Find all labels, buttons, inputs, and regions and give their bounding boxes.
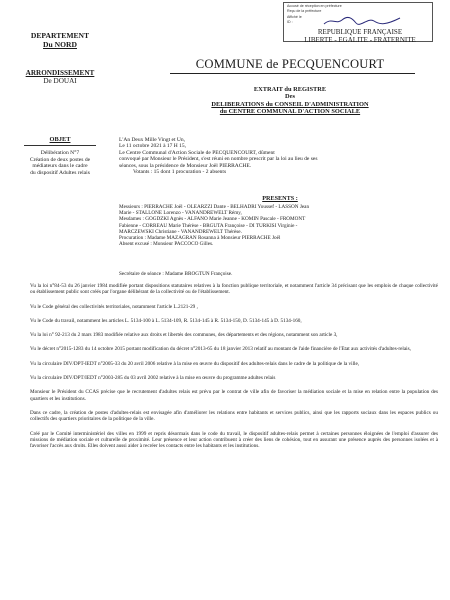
- administrative-header: [14, 32, 106, 85]
- body-paragraph: Vu le Code général des collectivités territoriales, notamment l'article L.2121-29 ,: [30, 303, 198, 310]
- body-paragraph: Créé par le Comité interministériel des villes en 1999 et repris désormais dans le code du travail, le dispositif adultes-relais permet à certaines personnes éloignées de l'emploi d'assurer des missions de médiation sociale et culturelle de proximité. Leur présence et leur action contribuent à créer des liens de cohésion, tout en assurant une présence auprès des personnes isolées et à favoriser l'accès aux droits. Elles doivent aussi aider à recréer les contacts entre les habitants et les institutions.: [30, 430, 438, 450]
- department-label: DEPARTEMENT: [30, 31, 90, 40]
- subject-divider: [24, 145, 96, 146]
- attendee-line: MARCZEWSKI Christiane - VANANDREWELT Thérèse.: [119, 228, 242, 235]
- body-paragraph: Vu la loi n°84-53 du 26 janvier 1984 modifiée portant dispositions statutaires relatives à la fonction publique territoriale, et notamment l'article 34 précisant que les emplois de chaque collectivité ou établissement public sont créés par l'organe délibérant de la collectivité ou de l'établissement.: [30, 283, 438, 296]
- stamp-line: Affiché le: [287, 14, 302, 19]
- stamp-line: ID :: [287, 20, 293, 25]
- subject-line: Délibération N°7: [40, 150, 80, 156]
- attendee-line: Marie - STALLONE Lorenzo - VANANDREWELT Rémy,: [119, 210, 242, 217]
- attendees-list: [119, 204, 444, 247]
- session-line: Le Centre Communal d'Action Sociale de PECQUENCOURT, dûment: [119, 149, 275, 156]
- body-paragraph: Dans ce cadre, la création de postes d'adultes-relais est envisagée afin d'améliorer les relations entre habitants et services publics, ainsi que les rapports sociaux dans les espaces publics ou collectifs des quartiers prioritaires de la politique de la ville.: [30, 409, 438, 423]
- votes-line: Votants : 15 dont 1 procuration - 2 absents: [133, 169, 227, 176]
- extract-line: EXTRAIT du REGISTRE: [253, 86, 327, 93]
- body-paragraph: Vu la circulaire DIV/DPT/IEDT n°2003-285 du 03 avril 2002 relative à la mise en œuvre du programme adultes relais: [30, 375, 276, 382]
- commune-title: COMMUNE de PECQUENCOURT: [195, 57, 385, 71]
- subject-line: médiateurs dans le cadre: [32, 163, 88, 170]
- extract-heading: [160, 86, 420, 116]
- handwritten-signature: [322, 15, 402, 27]
- subject-text: [14, 150, 106, 176]
- attendee-line: Fabienne - CORREAU Marie Thérèse - BRGUTA Françoise - DI TURKISI Virginie -: [119, 222, 298, 229]
- stamp-line: Reçu de la préfecture: [287, 9, 322, 14]
- session-details: [119, 137, 444, 175]
- session-line: L'An Deux Mille Vingt et Un,: [119, 137, 185, 143]
- extract-line: DELIBERATIONS du CONSEIL D'ADMINISTRATION: [211, 100, 369, 108]
- subject-line: du dispositif Adultes relais: [30, 169, 90, 176]
- arrondissement-name: De DOUAI: [43, 77, 77, 85]
- title-divider: [170, 73, 415, 74]
- stamp-line: Accusé de réception en préfecture: [287, 4, 342, 8]
- republic-header: [290, 29, 430, 44]
- republic-motto: LIBERTE - EGALITE - FRATERNITE: [304, 35, 416, 44]
- body-paragraph: Monsieur le Président du CCAS précise que le recrutement d'adultes relais est prévu par le contrat de ville afin de favoriser la médiation sociale et la mise en relation entre la population des quartiers et les institutions.: [30, 389, 438, 402]
- republic-title: REPUBLIQUE FRANÇAISE: [317, 28, 403, 36]
- session-line: séances, sous la présidence de Monsieur Joël PIERRACHE.: [119, 162, 252, 169]
- body-paragraph: Vu la circulaire DIV/DPT-IEDT n°2005-33 du 20 avril 2006 relative à la mise en œuvre du dispositif des adultes-relais dans le cadre de la politique de la ville,: [30, 360, 360, 367]
- attendee-line: Absent excusé : Monsieur PACCOCO Gilles.: [119, 241, 214, 248]
- attendee-line: Mesdames : GOGDZKI Agnès - ALFANO Marie Jeanne - KOMIN Pascale - FROMONT: [119, 216, 306, 223]
- attendee-line: Procuration : Madame MAZAGRAN Rosanna à Monsieur PIERRACHE Joël: [119, 235, 281, 242]
- extract-line: du CENTRE COMMUNAL D'ACTION SOCIALE: [219, 108, 361, 116]
- subject-title: OBJET: [49, 136, 71, 143]
- arrondissement-label: ARRONDISSEMENT: [25, 69, 95, 77]
- attendee-line: Messieurs : PIERRACHE Joël - OLEARZZI Dante - BELHADRI Youssef - LASSON Jean: [119, 204, 310, 210]
- subject-line: Création de deux postes de: [29, 156, 91, 163]
- body-paragraph: Vu le Code du travail, notamment les articles L. 5134-100 à L. 5134-109, R. 5134-145 à R. 5134-150, D. 5134-145 à D. 5134-160,: [30, 317, 302, 324]
- session-secretary: Secrétaire de séance : Madame BROGTUN Françoise.: [119, 271, 233, 277]
- extract-line: Des: [285, 93, 295, 101]
- body-paragraph: Vu la loi n° 92-213 du 2 mars 1983 modifiée relative aux droits et libertés des communes, des départements et des régions, notamment son article 3,: [30, 332, 338, 339]
- deliberation-body: [30, 283, 438, 457]
- session-line: convoqué par Monsieur le Président, s'est réuni en nombre prescrit par la loi au lieu de ses: [119, 156, 318, 163]
- presents-title: PRESENTS :: [262, 195, 298, 202]
- session-line: Le 11 octobre 2021 à 17 H 15,: [119, 143, 187, 150]
- subject-block: [14, 136, 106, 176]
- department-name: Du NORD: [43, 39, 77, 49]
- body-paragraph: Vu le décret n°2015-1283 du 14 octobre 2015 portant modification du décret n°2013-65 du 18 janvier 2013 relatif au montant de l'aide financière de l'Etat aux activités d'adultes-relais,: [30, 346, 411, 353]
